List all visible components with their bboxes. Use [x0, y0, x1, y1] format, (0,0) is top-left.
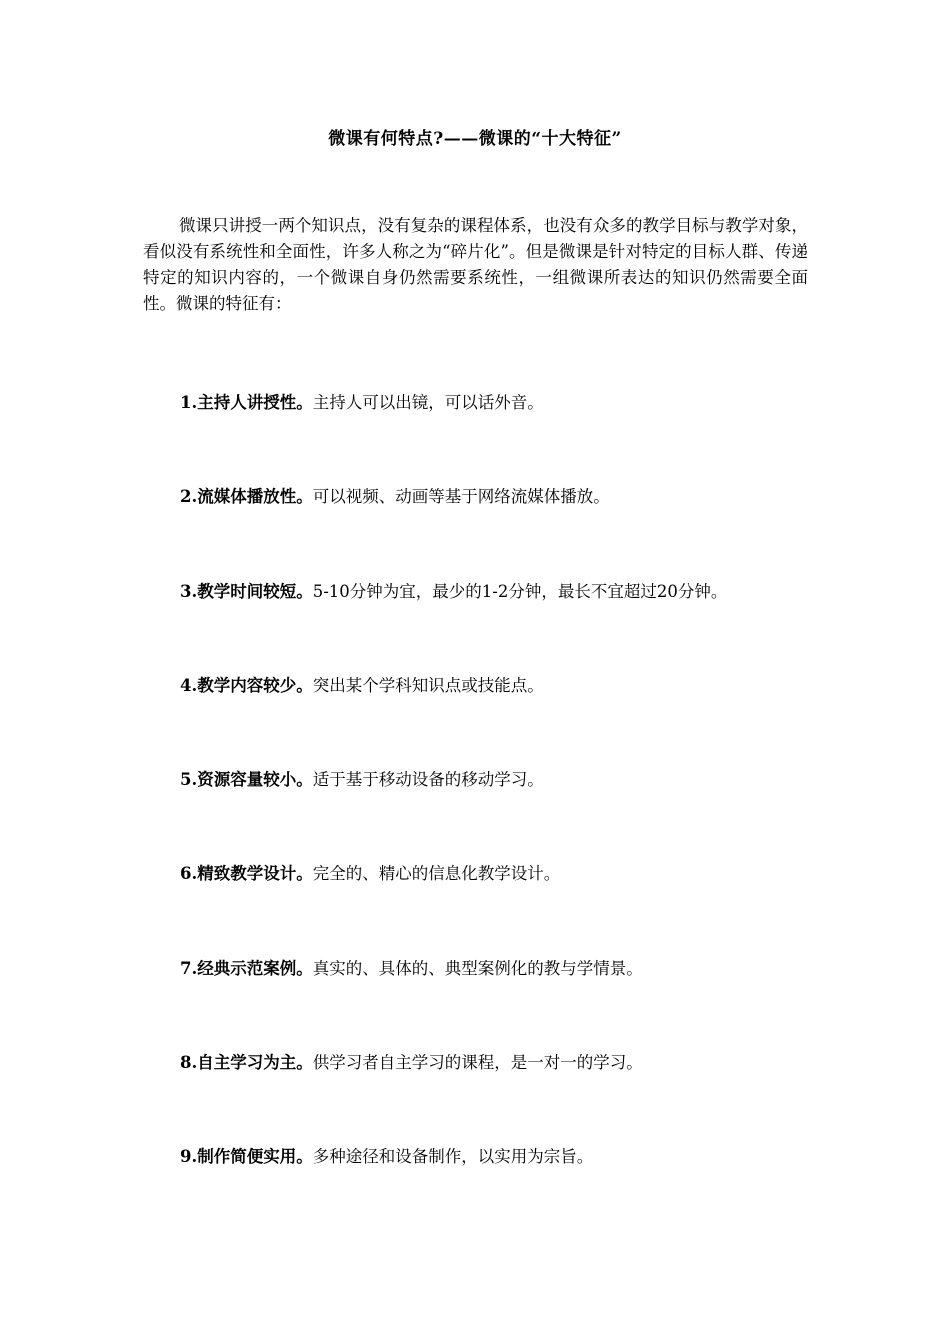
feature-heading: 9.制作简便实用。 — [180, 1147, 313, 1166]
feature-heading: 4.教学内容较少。 — [180, 676, 313, 695]
feature-text: 5-10分钟为宜，最少的1-2分钟，最长不宜超过20分钟。 — [312, 582, 728, 601]
feature-text: 供学习者自主学习的课程，是一对一的学习。 — [312, 1053, 643, 1072]
intro-paragraph: 微课只讲授一两个知识点，没有复杂的课程体系，也没有众多的教学目标与教学对象，看似没有系统性和全面性，许多人称之为“碎片化”。但是微课是针对特定的目标人群、传递特定的知识内容的，一个微课自身仍然需要系统性，一组微课所表达的知识仍然需要全面性。微课的特征有： — [143, 216, 808, 313]
feature-item — [180, 1051, 820, 1075]
feature-heading: 8.自主学习为主。 — [180, 1053, 313, 1072]
feature-text: 多种途径和设备制作，以实用为宗旨。 — [312, 1147, 594, 1166]
feature-text: 适于基于移动设备的移动学习。 — [312, 770, 544, 789]
feature-item — [180, 580, 820, 604]
feature-item — [180, 485, 820, 509]
feature-item — [180, 1145, 820, 1169]
document-title: 微课有何特点?——微课的“十大特征” — [328, 129, 622, 149]
feature-heading: 7.经典示范案例。 — [180, 959, 313, 978]
feature-heading: 5.资源容量较小。 — [180, 770, 313, 789]
feature-item — [180, 391, 820, 415]
feature-heading: 6.精致教学设计。 — [180, 864, 313, 883]
feature-text: 完全的、精心的信息化教学设计。 — [312, 864, 561, 883]
feature-text: 可以视频、动画等基于网络流媒体播放。 — [312, 487, 610, 506]
feature-text: 真实的、具体的、典型案例化的教与学情景。 — [312, 959, 643, 978]
feature-heading: 1.主持人讲授性。 — [180, 393, 313, 412]
feature-item — [180, 862, 820, 886]
feature-heading: 2.流媒体播放性。 — [180, 487, 313, 506]
feature-item — [180, 957, 820, 981]
feature-heading: 3.教学时间较短。 — [180, 582, 313, 601]
feature-item — [180, 674, 820, 698]
feature-text: 主持人可以出镜，可以话外音。 — [312, 393, 544, 412]
feature-text: 突出某个学科知识点或技能点。 — [312, 676, 544, 695]
feature-item — [180, 768, 820, 792]
